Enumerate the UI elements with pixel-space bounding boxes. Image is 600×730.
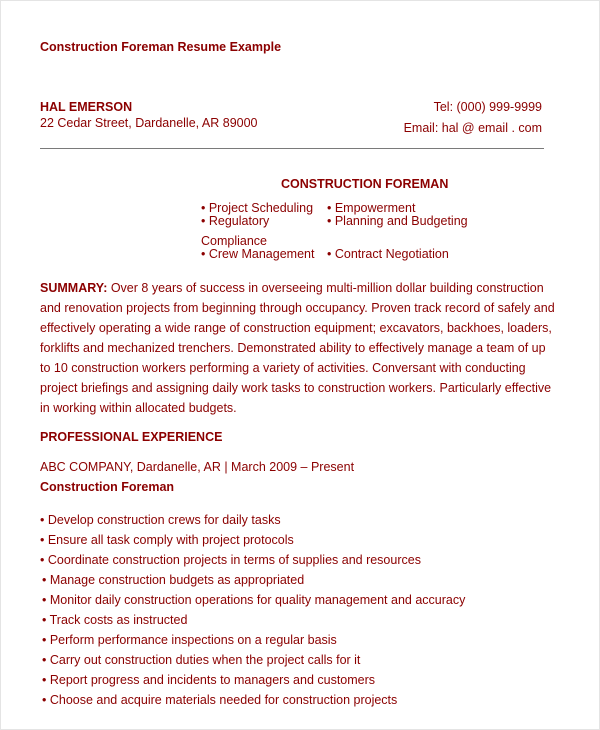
applicant-email: Email: hal @ email . com [403, 121, 542, 135]
applicant-name: HAL EMERSON [40, 100, 133, 114]
section-title-experience: PROFESSIONAL EXPERIENCE [40, 430, 223, 444]
summary-paragraph [40, 278, 555, 418]
skill-item: • Project Scheduling [201, 201, 314, 215]
summary-text: Over 8 years of success in overseeing multi-million dollar building construction and renovation projects from beginning through occupancy. Proven track record of safely and effectively operating a wide range of construction equipment; excavators, backhoes, loaders, forklifts and mechanized trenchers. Demonstrated ability to effectively manage a team of up to 10 construction workers performing a variety of activities. Conversant with conducting project briefings and assigning daily work tasks to construction workers. Particularly effective in working within allocated budgets. [40, 281, 555, 415]
applicant-phone: Tel: (000) 999-9999 [433, 100, 542, 114]
duties-list [40, 510, 465, 710]
duty-item: • Carry out construction duties when the project calls for it [42, 653, 361, 667]
skill-item: • Empowerment [327, 201, 416, 215]
duty-item: • Report progress and incidents to managers and customers [42, 673, 376, 687]
skill-item: Compliance [201, 234, 268, 248]
skill-item: • Planning and Budgeting [327, 214, 468, 228]
role-title: CONSTRUCTION FOREMAN [281, 177, 449, 191]
duty-item: • Track costs as instructed [42, 613, 188, 627]
duty-item: • Manage construction budgets as appropriated [42, 573, 305, 587]
summary-label: SUMMARY: [40, 281, 108, 295]
applicant-address: 22 Cedar Street, Dardanelle, AR 89000 [40, 116, 258, 130]
duty-item: • Ensure all task comply with project protocols [40, 533, 294, 547]
skill-item: • Crew Management [201, 247, 315, 261]
header-divider [40, 148, 544, 149]
duty-item: • Perform performance inspections on a regular basis [42, 633, 337, 647]
duty-item: • Coordinate construction projects in terms of supplies and resources [40, 553, 421, 567]
duty-item: • Choose and acquire materials needed for construction projects [42, 693, 398, 707]
duty-item: • Monitor daily construction operations for quality management and accuracy [42, 593, 466, 607]
skill-item: • Contract Negotiation [327, 247, 449, 261]
skill-item: • Regulatory [201, 214, 270, 228]
company-line: ABC COMPANY, Dardanelle, AR | March 2009 – Present [40, 460, 355, 474]
duty-item: • Develop construction crews for daily tasks [40, 513, 281, 527]
document-title: Construction Foreman Resume Example [40, 40, 282, 54]
job-title: Construction Foreman [40, 480, 175, 494]
